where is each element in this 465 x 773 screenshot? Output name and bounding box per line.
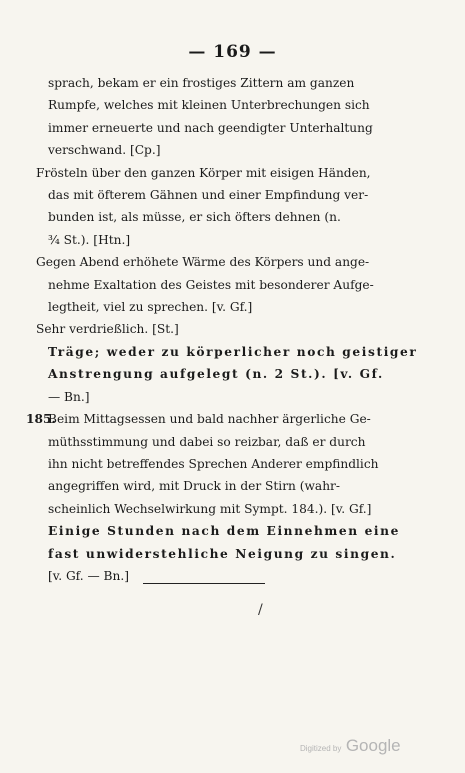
entry-verdriesslich xyxy=(26,318,434,340)
text-line: Frösteln über den ganzen Körper mit eisigen Händen, xyxy=(36,165,371,180)
entry-number: 185. xyxy=(26,412,56,427)
page-number: — 169 — xyxy=(188,42,277,62)
text-line: Sehr verdrießlich. [St.] xyxy=(36,322,179,337)
entry-continued xyxy=(26,72,434,162)
entry-traege xyxy=(26,341,434,408)
text-line: ¾ St.). [Htn.] xyxy=(48,232,131,247)
text-line: angegriffen wird, mit Druck in der Stirn (wahr- xyxy=(48,479,340,494)
stray-mark: / xyxy=(258,602,263,618)
text-line: scheinlich Wechselwirkung mit Sympt. 184.). [v. Gf.] xyxy=(48,501,372,516)
entry-gegen-abend xyxy=(26,251,434,318)
text-line: fast unwiderstehliche Neigung zu singen. xyxy=(48,546,397,561)
text-line: — Bn.] xyxy=(48,389,90,404)
entry-froesteln xyxy=(26,162,434,252)
text-line: verschwand. [Cp.] xyxy=(48,143,161,158)
text-line: ihn nicht betreffendes Sprechen Anderer empfindlich xyxy=(48,456,379,471)
text-line: Einige Stunden nach dem Einnehmen eine xyxy=(48,524,400,539)
text-line: Träge; weder zu körperlicher noch geistiger xyxy=(48,344,418,359)
text-line: Rumpfe, welches mit kleinen Unterbrechungen sich xyxy=(48,98,370,113)
text-line: sprach, bekam er ein frostiges Zittern am ganzen xyxy=(48,76,355,90)
text-line: Anstrengung aufgelegt (n. 2 St.). [v. Gf. xyxy=(48,367,384,382)
text-line: immer erneuerte und nach geendigter Unterhaltung xyxy=(48,120,373,135)
text-line: das mit öfterem Gähnen und einer Empfindung ver- xyxy=(48,188,369,203)
text-line: Beim Mittagsessen und bald nachher ärgerliche Ge- xyxy=(48,412,371,427)
entry-singen xyxy=(26,520,434,587)
body-text xyxy=(26,72,434,587)
digitized-watermark xyxy=(300,736,401,756)
text-line: nehme Exaltation des Geistes mit besonderer Aufge- xyxy=(48,277,374,292)
google-logo: Google xyxy=(345,736,401,755)
text-line: legtheit, viel zu sprechen. [v. Gf.] xyxy=(48,300,253,315)
section-divider xyxy=(143,583,265,584)
entry-185 xyxy=(26,408,434,520)
text-line: bunden ist, als müsse, er sich öfters dehnen (n. xyxy=(48,210,341,225)
text-line: müthsstimmung und dabei so reizbar, daß er durch xyxy=(48,434,366,449)
text-line: [v. Gf. — Bn.] xyxy=(48,568,129,583)
digitized-label: Digitized by xyxy=(300,744,342,753)
text-line: Gegen Abend erhöhete Wärme des Körpers und ange- xyxy=(36,255,370,270)
